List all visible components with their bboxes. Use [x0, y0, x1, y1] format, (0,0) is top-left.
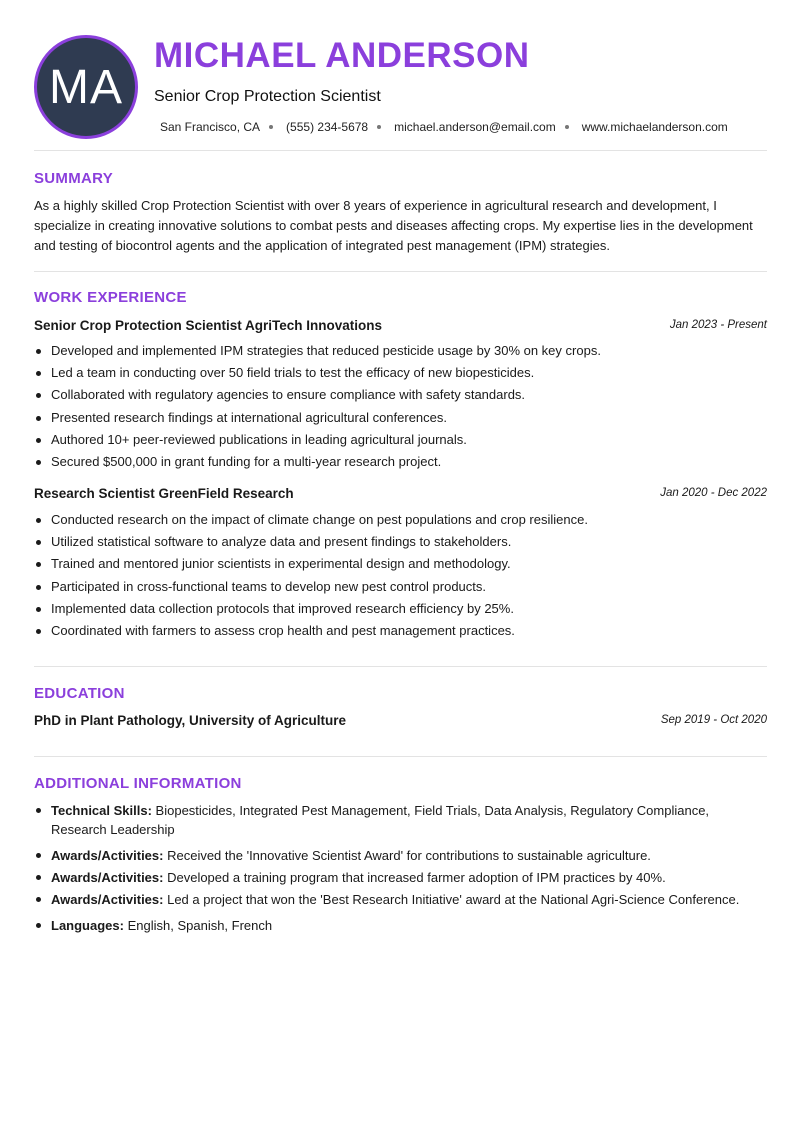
list-item: Implemented data collection protocols that improved research efficiency by 25%. — [34, 598, 767, 620]
list-item: Participated in cross-functional teams to develop new pest control products. — [34, 576, 767, 598]
job-role: Research Scientist GreenField Research — [34, 486, 294, 501]
contact-phone: (555) 234-5678 — [286, 120, 369, 134]
job-bullets — [34, 509, 767, 642]
candidate-name: MICHAEL ANDERSON — [154, 36, 530, 75]
list-item — [34, 801, 767, 839]
contact-location: San Francisco, CA — [160, 120, 261, 134]
item-value: Led a project that won the 'Best Research Initiative' award at the National Agri-Science Conference. — [167, 892, 740, 907]
job-date: Jan 2023 - Present — [669, 319, 767, 331]
degree: PhD in Plant Pathology, University of Agriculture — [34, 713, 347, 728]
list-item: Developed and implemented IPM strategies that reduced pesticide usage by 30% on key crops. — [34, 340, 767, 362]
item-key: Languages: — [51, 918, 124, 933]
additional-heading: ADDITIONAL INFORMATION — [34, 775, 242, 792]
list-item: Authored 10+ peer-reviewed publications in leading agricultural journals. — [34, 429, 767, 451]
divider — [34, 271, 767, 272]
separator-dot — [377, 125, 381, 129]
list-item — [34, 846, 767, 865]
summary-text: As a highly skilled Crop Protection Scientist with over 8 years of experience in agricultural research and development, I specialize in creating innovative solutions to combat pests and diseases affecting crops. My expertise lies in the development and testing of biocontrol agents and the application of integrated pest management (IPM) strategies. — [34, 198, 753, 253]
contact-bar — [160, 120, 728, 134]
list-item — [34, 890, 767, 909]
item-value: English, Spanish, French — [127, 918, 273, 933]
experience-heading: WORK EXPERIENCE — [34, 289, 187, 306]
summary-heading: SUMMARY — [34, 170, 114, 187]
item-key: Technical Skills: — [51, 803, 152, 818]
list-item — [34, 868, 767, 887]
item-value: Developed a training program that increased farmer adoption of IPM practices by 40%. — [167, 870, 666, 885]
job-bullets — [34, 340, 767, 473]
separator-dot — [269, 125, 273, 129]
item-key: Awards/Activities: — [51, 870, 164, 885]
additional-list — [34, 801, 767, 935]
contact-email[interactable]: michael.anderson@email.com — [394, 120, 556, 134]
list-item: Led a team in conducting over 50 field trials to test the efficacy of new biopesticides. — [34, 362, 767, 384]
divider — [34, 150, 767, 151]
list-item: Secured $500,000 in grant funding for a multi-year research project. — [34, 451, 767, 473]
separator-dot — [565, 125, 569, 129]
list-item: Conducted research on the impact of climate change on pest populations and crop resilience. — [34, 509, 767, 531]
item-key: Awards/Activities: — [51, 892, 164, 907]
list-item: Presented research findings at international agricultural conferences. — [34, 407, 767, 429]
list-item — [34, 916, 767, 935]
education-heading: EDUCATION — [34, 685, 125, 702]
job-role: Senior Crop Protection Scientist AgriTech Innovations — [34, 318, 383, 333]
list-item: Utilized statistical software to analyze data and present findings to stakeholders. — [34, 531, 767, 553]
avatar — [34, 35, 138, 139]
divider — [34, 756, 767, 757]
item-value: Received the 'Innovative Scientist Award' for contributions to sustainable agriculture. — [167, 848, 651, 863]
education-entry — [34, 713, 767, 731]
job-title: Senior Crop Protection Scientist — [154, 88, 381, 105]
avatar-initials: MA — [49, 60, 123, 114]
list-item: Trained and mentored junior scientists in experimental design and methodology. — [34, 553, 767, 575]
job-header — [34, 318, 767, 336]
job-date: Jan 2020 - Dec 2022 — [660, 487, 767, 499]
list-item: Collaborated with regulatory agencies to ensure compliance with safety standards. — [34, 384, 767, 406]
item-value: Biopesticides, Integrated Pest Management, Field Trials, Data Analysis, Regulatory Compliance, Research Leadership — [51, 803, 710, 837]
education-date: Sep 2019 - Oct 2020 — [660, 714, 767, 726]
contact-website[interactable]: www.michaelanderson.com — [581, 120, 728, 134]
divider — [34, 666, 767, 667]
job-header — [34, 486, 767, 504]
list-item: Coordinated with farmers to assess crop health and pest management practices. — [34, 620, 767, 642]
item-key: Awards/Activities: — [51, 848, 164, 863]
